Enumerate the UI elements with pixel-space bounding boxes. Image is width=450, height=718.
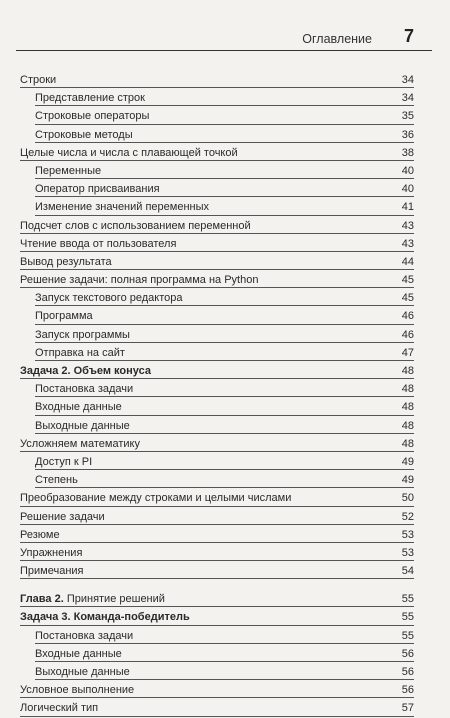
- toc-entry-text: Отправка на сайт: [35, 346, 125, 359]
- toc-entry-title: [35, 89, 145, 107]
- toc-entry-text: Решение задачи: полная программа на Python: [20, 274, 259, 287]
- toc-page-number: 55: [401, 611, 414, 624]
- toc-page-number: 57: [401, 702, 414, 715]
- toc-entry-title: [20, 489, 291, 507]
- toc-entry-text: Примечания: [20, 565, 84, 578]
- toc-page-number: 45: [401, 274, 414, 287]
- toc-section-entry[interactable]: [0, 253, 450, 271]
- toc-entry-title: [35, 417, 130, 435]
- toc-section-entry[interactable]: [0, 508, 450, 526]
- toc-page-number: 46: [401, 328, 414, 341]
- toc-page-number: 53: [401, 546, 414, 559]
- toc-page-number: 43: [401, 237, 414, 250]
- toc-subsection-entry[interactable]: [0, 326, 450, 344]
- toc-entry-text: Постановка задачи: [35, 629, 134, 642]
- toc-page-number: 46: [401, 310, 414, 323]
- toc-entry-text: Упражнения: [20, 546, 83, 559]
- toc-page-number: 40: [401, 183, 414, 196]
- toc-page-number: 53: [401, 528, 414, 541]
- toc-entry-bold-label: Задача 3. Команда-победитель: [20, 611, 190, 624]
- toc-leader-rule: [20, 87, 414, 88]
- toc-page-number: 48: [401, 365, 414, 377]
- toc-page-number: 48: [401, 383, 414, 396]
- toc-page-number: 55: [401, 629, 414, 642]
- table-of-contents: [0, 71, 450, 718]
- toc-entry-text: Вывод результата: [20, 255, 112, 268]
- toc-entry-text: Входные данные: [35, 647, 122, 660]
- toc-section-entry[interactable]: [0, 435, 450, 453]
- toc-subsection-entry[interactable]: [0, 344, 450, 362]
- toc-page-number: 49: [401, 455, 414, 468]
- toc-page-number: 45: [401, 292, 414, 305]
- toc-entry-text: Степень: [35, 474, 78, 487]
- toc-entry-text: Доступ к PI: [35, 455, 93, 468]
- toc-page-number: 34: [401, 74, 414, 86]
- toc-subsection-entry[interactable]: [0, 417, 450, 435]
- toc-subsection-entry[interactable]: [0, 380, 450, 398]
- toc-subsection-entry[interactable]: [0, 663, 450, 681]
- toc-section-entry[interactable]: [0, 235, 450, 253]
- toc-entry-text: Выходные данные: [35, 666, 130, 678]
- toc-leader-rule: [35, 487, 414, 488]
- toc-section-entry[interactable]: [0, 362, 450, 380]
- toc-page-number: 55: [401, 593, 414, 606]
- toc-subsection-entry[interactable]: [0, 398, 450, 416]
- toc-entry-title: [20, 562, 84, 580]
- toc-entry-title: [35, 180, 160, 198]
- toc-section-entry[interactable]: [0, 144, 450, 162]
- toc-entry-title: [35, 471, 78, 489]
- toc-subsection-entry[interactable]: [0, 453, 450, 471]
- toc-subsection-entry[interactable]: [0, 180, 450, 198]
- toc-entry-text: Представление строк: [35, 92, 145, 105]
- toc-page-number: 56: [401, 666, 414, 678]
- toc-entry-title: [20, 271, 258, 289]
- header-divider: [16, 50, 432, 51]
- toc-entry-title: [20, 681, 134, 699]
- toc-subsection-entry[interactable]: [0, 198, 450, 216]
- toc-entry-title: [20, 435, 140, 453]
- toc-subsection-entry[interactable]: [0, 126, 450, 144]
- toc-entry-title: [20, 526, 60, 544]
- toc-entry-text: Строковые операторы: [35, 110, 150, 123]
- toc-chapter-entry[interactable]: [0, 590, 450, 608]
- toc-page-number: 36: [401, 128, 414, 141]
- toc-page-number: 35: [401, 110, 414, 123]
- toc-page-number: 54: [401, 565, 414, 578]
- toc-page-number: 34: [401, 92, 414, 105]
- toc-section-entry[interactable]: [0, 544, 450, 562]
- toc-subsection-entry[interactable]: [0, 162, 450, 180]
- toc-subsection-entry[interactable]: [0, 289, 450, 307]
- toc-entry-title: [35, 453, 92, 471]
- toc-page-number: 48: [401, 401, 414, 414]
- toc-entry-title: [20, 362, 151, 380]
- toc-section-entry[interactable]: [0, 562, 450, 580]
- toc-section-entry[interactable]: [0, 608, 450, 626]
- toc-entry-bold-label: Задача 2. Объем конуса: [20, 365, 151, 377]
- toc-entry-text: Резюме: [20, 528, 60, 541]
- toc-page-number: 40: [401, 164, 414, 177]
- toc-entry-text: Входные данные: [35, 401, 122, 414]
- toc-entry-title: [35, 107, 149, 125]
- toc-entry-title: [35, 326, 130, 344]
- toc-entry-text: Изменение значений переменных: [35, 201, 210, 214]
- toc-entry-text: Запуск программы: [35, 328, 130, 341]
- toc-page-number: 43: [401, 219, 414, 232]
- page-number: 7: [403, 26, 414, 46]
- toc-page-number: 56: [401, 647, 414, 660]
- toc-entry-title: [35, 398, 122, 416]
- toc-subsection-entry[interactable]: [0, 645, 450, 663]
- toc-entry-title: [20, 253, 112, 271]
- toc-entry-text: Условное выполнение: [20, 684, 135, 697]
- toc-entry-text: Чтение ввода от пользователя: [20, 237, 177, 250]
- toc-entry-title: [20, 217, 251, 235]
- toc-page-number: 47: [401, 346, 414, 359]
- toc-section-entry[interactable]: [0, 526, 450, 544]
- toc-entry-text: Принятие решений: [63, 593, 165, 606]
- toc-entry-title: [35, 627, 133, 645]
- toc-entry-text: Целые числа и числа с плавающей точкой: [20, 146, 238, 159]
- page-header: [0, 26, 450, 50]
- toc-entry-title: [35, 645, 122, 663]
- toc-entry-title: [35, 198, 209, 216]
- toc-subsection-entry[interactable]: [0, 89, 450, 107]
- toc-entry-text: Подсчет слов с использованием переменной: [20, 219, 251, 232]
- toc-section-entry[interactable]: [0, 681, 450, 699]
- toc-entry-title: [20, 590, 165, 608]
- toc-page-number: 56: [401, 684, 414, 697]
- toc-entry-title: [20, 544, 82, 562]
- toc-page-number: 50: [401, 492, 414, 505]
- toc-subsection-entry[interactable]: [0, 627, 450, 645]
- toc-entry-text: Усложняем математику: [20, 437, 140, 450]
- toc-entry-title: [35, 162, 101, 180]
- toc-page-number: 49: [401, 474, 414, 487]
- toc-section-entry[interactable]: [0, 489, 450, 507]
- toc-section-entry[interactable]: [0, 217, 450, 235]
- toc-entry-title: [35, 663, 130, 681]
- toc-entry-text: Строковые методы: [35, 128, 133, 141]
- toc-entry-text: Постановка задачи: [35, 383, 134, 396]
- toc-page-number: 48: [401, 419, 414, 432]
- toc-section-entry[interactable]: [0, 271, 450, 289]
- toc-section-entry[interactable]: [0, 699, 450, 717]
- toc-subsection-entry[interactable]: [0, 107, 450, 125]
- toc-entry-title: [20, 508, 105, 526]
- toc-entry-text: Программа: [35, 310, 93, 323]
- toc-subsection-entry[interactable]: [0, 471, 450, 489]
- toc-page-number: 52: [401, 510, 414, 523]
- toc-entry-title: [35, 380, 133, 398]
- toc-entry-text: Логический тип: [20, 702, 99, 715]
- toc-leader-rule: [20, 542, 414, 543]
- toc-entry-title: [20, 608, 190, 626]
- toc-entry-title: [20, 71, 56, 89]
- chapter-spacer: [0, 580, 450, 590]
- toc-entry-text: Переменные: [35, 164, 102, 177]
- toc-entry-text: Выходные данные: [35, 419, 130, 432]
- toc-entry-bold-label: Глава 2.: [20, 593, 64, 606]
- toc-entry-title: [20, 699, 98, 717]
- toc-subsection-entry[interactable]: [0, 307, 450, 325]
- toc-entry-text: Строки: [20, 74, 57, 86]
- toc-entry-text: Преобразование между строками и целыми числами: [20, 492, 292, 505]
- toc-section-entry[interactable]: [0, 71, 450, 89]
- toc-entry-title: [35, 307, 93, 325]
- toc-entry-title: [35, 289, 182, 307]
- toc-page-number: 48: [401, 437, 414, 450]
- running-header-title: Оглавление: [302, 32, 372, 46]
- toc-entry-title: [20, 144, 238, 162]
- toc-entry-title: [20, 235, 176, 253]
- toc-page-number: 41: [401, 201, 414, 214]
- toc-entry-title: [35, 126, 133, 144]
- toc-entry-title: [35, 344, 125, 362]
- toc-page-number: 44: [401, 255, 414, 268]
- toc-entry-text: Запуск текстового редактора: [35, 292, 183, 305]
- toc-entry-text: Оператор присваивания: [35, 183, 160, 196]
- toc-entry-text: Решение задачи: [20, 510, 105, 523]
- toc-page-number: 38: [401, 146, 414, 159]
